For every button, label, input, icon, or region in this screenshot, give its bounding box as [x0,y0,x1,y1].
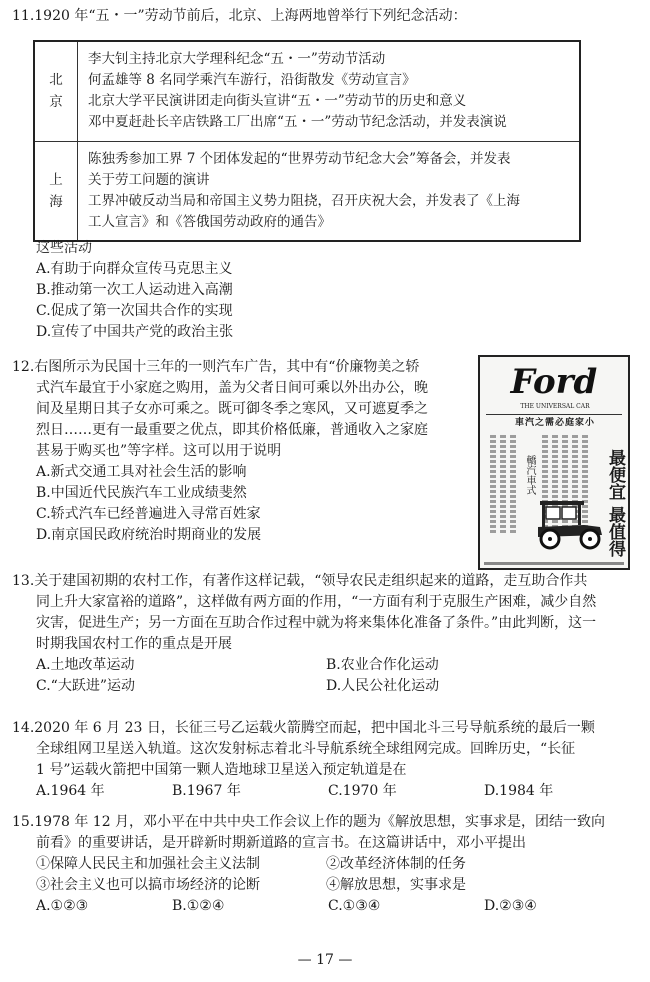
ford-logo: Ford [510,362,598,402]
option-b: B.农业合作化运动 [326,657,439,673]
option-c: C.轿式汽车已经普遍进入寻常百姓家 [36,506,261,522]
table-row [34,41,580,141]
option-a: A.新式交通工具对社会生活的影响 [36,464,247,480]
question-13: 13.关于建国初期的农村工作，有著作这样记载，“领导农民走组织起来的道路，走互助合作共 同上升大家富裕的道路”，这样做有两方面的作用，“一方面有利于克服生产困难，减少自然 灾害，促进生产；另一方面在互助合作过程中就为将来集体化准备了条件。”由此判断，这一 时期我国农村工作的重点是开展 A.土地改革运动 B.农业合作化运动 C.“大跃进”运动 D.人民公社化运动 [12,571,638,697]
ad-divider [486,414,622,415]
ad-tagline: THE UNIVERSAL CAR [520,403,590,410]
item-3: ③社会主义也可以搞市场经济的论断 [36,877,260,893]
ad-text-column [510,435,516,535]
question-lead: 这些活动 [36,240,92,256]
ad-vertical-text: 轎汽車式 [524,455,535,495]
option-a: A.有助于向群众宣传马克思主义 [36,261,233,277]
option-b: B.推动第一次工人运动进入高潮 [36,282,233,298]
option-b: B.①②④ [172,898,225,914]
ford-advertisement-image [478,355,630,570]
question-stem: 11.1920 年“五・一”劳动节前后，北京、上海两地曾举行下列纪念活动： [12,8,467,24]
city-cell-beijing: 北 京 [34,41,78,141]
question-14: 14.2020 年 6 月 23 日，长征三号乙运载火箭腾空而起，把中国北斗三号导航系统的最后一颗 全球组网卫星送入轨道。这次发射标志着北斗导航系统全球组网完成。回眸历史，“长征 1 号”运载火箭把中国第一颗人造地球卫星送入预定轨道是在 A.1964 年 B.1967 年 C.1970 年 D.1984 年 [12,718,638,802]
options-row [12,676,638,697]
ad-fine-print [484,562,624,565]
option-d: D.宣传了中国共产党的政治主张 [36,324,234,340]
question-11 [12,6,638,27]
question-15: 15.1978 年 12 月，邓小平在中共中央工作会议上作的题为《解放思想，实事求是，团结一致向 前看》的重要讲话，是开辟新时期新道路的宣言书。在这篇讲话中，邓小平提出 ①保障人民民主和加强社会主义法制 ②改革经济体制的任务 ③社会主义也可以搞市场经济的论断 ④解放思想，实事求是 A.①②③ B.①②④ C.①③④ D.②③④ [12,812,638,917]
ad-slogan: 最便宜 最值得 [605,449,625,557]
city-cell-shanghai: 上 海 [34,141,78,241]
ad-text-column [500,435,506,535]
option-b: B.中国近代民族汽车工业成绩斐然 [36,485,247,501]
options-row [12,896,638,917]
option-a: A.土地改革运动 [36,657,135,673]
car-illustration [534,497,606,553]
options-row [12,655,638,676]
page-number: — 17 — [297,952,353,968]
option-d: D.人民公社化运动 [326,678,440,694]
activities-cell-shanghai: 陈独秀参加工界 7 个团体发起的“世界劳动节纪念大会”筹备会，并发表 关于劳工问题的演讲 工界冲破反动当局和帝国主义势力阻挠，召开庆祝大会，并发表了《上海 工人宣言》和《答俄国劳动政府的通告》 [78,141,581,241]
activities-cell-beijing: 李大钊主持北京大学理科纪念“五・一”劳动节活动 何孟雄等 8 名同学乘汽车游行，沿街散发《劳动宣言》 北京大学平民演讲团走向街头宣讲“五・一”劳动节的历史和意义 邓中夏赶赴长辛店铁路工厂出席“五・一”劳动节纪念活动，并发表演说 [78,41,581,141]
option-c: C.①③④ [328,898,381,914]
question-11-options [12,238,638,343]
ad-text-column [490,435,496,535]
option-b: B.1967 年 [172,783,241,799]
options-row [12,781,638,802]
option-a: A.1964 年 [36,783,105,799]
item-1: ①保障人民民主和加强社会主义法制 [36,856,260,872]
option-d: D.②③④ [484,898,537,914]
item-4: ④解放思想，实事求是 [326,877,466,893]
items-row [12,875,638,896]
option-c: C.1970 年 [328,783,397,799]
option-d: D.1984 年 [484,783,554,799]
option-d: D.南京国民政府统治时期商业的发展 [36,527,262,543]
option-a: A.①②③ [36,898,89,914]
items-row [12,854,638,875]
option-c: C.促成了第一次国共合作的实现 [36,303,233,319]
question-12: 12.右图所示为民国十三年的一则汽车广告，其中有“价廉物美之轿 式汽车最宜于小家庭之购用，盖为父者日间可乘以外出办公，晚 间及星期日其子女亦可乘之。既可御冬季之寒风，又可遮夏季之 烈日……更有一最重要之优点，即其价格低廉，普通收入之家庭 甚易于购买也”等字样。这可以用于说明 A.新式交通工具对社会生活的影响 B.中国近代民族汽车工业成绩斐然 C.轿式汽车已经普遍进入寻常百姓家 D.南京国民政府统治时期商业的发展 [12,357,638,546]
option-c: C.“大跃进”运动 [36,678,135,694]
item-2: ②改革经济体制的任务 [326,856,466,872]
events-table [33,40,581,242]
ad-headline: 車汽之需必庭家小 [514,418,595,428]
table-row [34,141,580,241]
